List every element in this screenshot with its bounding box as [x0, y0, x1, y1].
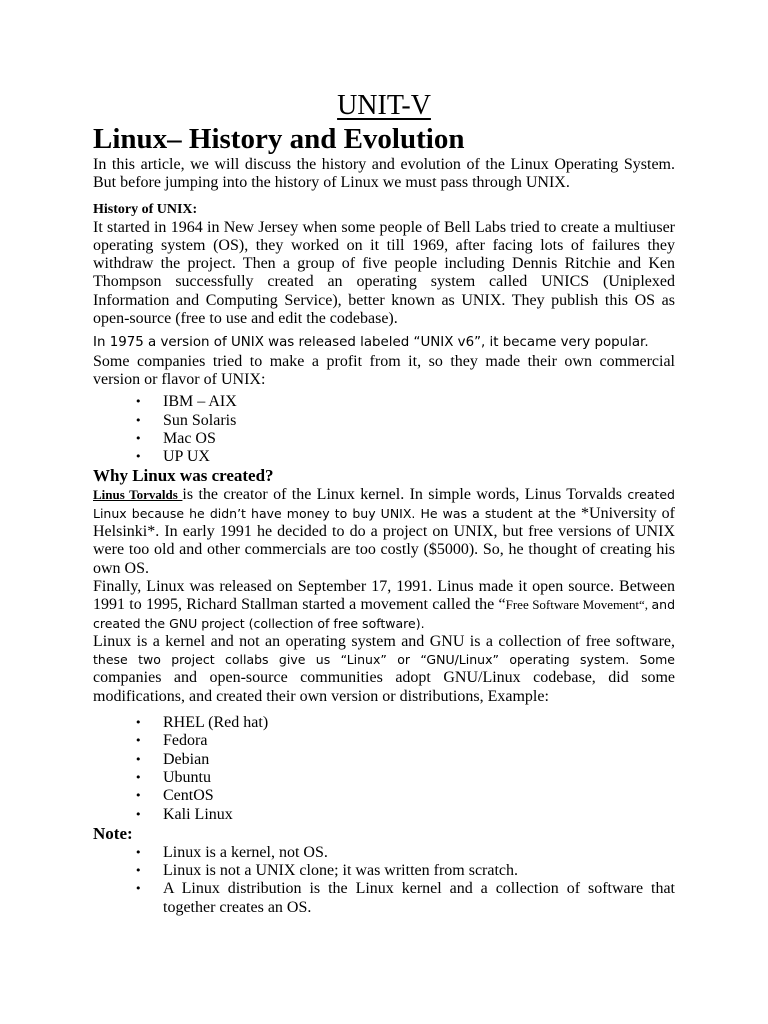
distributions-list — [93, 714, 675, 824]
list-item: • Linux is not a UNIX clone; it was written from scratch. — [135, 862, 675, 880]
gnu-text-1: Linux is a kernel and not an operating system and GNU is a collection of free software, — [93, 632, 675, 650]
linus-paragraph — [93, 486, 675, 577]
release-text-3: and created the GNU project (collection of free software). — [93, 597, 676, 631]
list-item: • Sun Solaris — [135, 412, 675, 430]
unix-flavors-list — [93, 393, 675, 466]
list-item: • Kali Linux — [135, 806, 675, 824]
unix-v6-sentence: In 1975 a version of UNIX was released labeled “UNIX v6”, it became very popular. — [93, 335, 649, 351]
list-item: • Ubuntu — [135, 769, 675, 787]
list-item: • RHEL (Red hat) — [135, 714, 675, 732]
release-text-1: Finally, Linux was released on September 17, 1991. Linus made it open source. Between 1991 to 1995, Richard Stallman started a movement called the “ — [93, 577, 675, 614]
free-software-movement: Free Software Movement“, — [505, 597, 652, 613]
intro-paragraph: In this article, we will discuss the history and evolution of the Linux Operating System. But before jumping into the history of Linux we must pass through UNIX. — [93, 156, 675, 192]
linus-text-3: *University of Helsinki*. In early 1991 he decided to do a project on UNIX, but free versions of UNIX were too old and other commercials are too costly ($5000). So, he thought of creating his own OS. — [93, 504, 675, 577]
gnu-text-3: companies and open-source communities adopt GNU/Linux codebase, did some modifications, and created their own version or distributions, Example: — [93, 669, 675, 705]
list-item: • CentOS — [135, 787, 675, 805]
note-list — [93, 844, 675, 917]
linus-text-1: is the creator of the Linux kernel. In simple words, Linus Torvalds — [182, 486, 623, 504]
list-item: • IBM – AIX — [135, 393, 675, 411]
unit-heading — [0, 90, 768, 122]
history-of-unix-heading: History of UNIX: — [93, 201, 198, 217]
document-body — [93, 122, 675, 917]
gnu-paragraph — [93, 633, 675, 706]
list-item: • Linux is a kernel, not OS. — [135, 844, 675, 862]
linus-text-2: created Linux because he didn’t have money to buy UNIX. He was a student at the — [93, 487, 675, 521]
page-title: Linux– History and Evolution — [93, 123, 465, 155]
unix-flavors-sentence: Some companies tried to make a profit from it, so they made their own commercial version or flavor of UNIX: — [93, 352, 675, 388]
note-heading: Note: — [93, 823, 133, 843]
list-item: • A Linux distribution is the Linux kernel and a collection of software that together creates an OS. — [135, 880, 675, 917]
why-linux-heading: Why Linux was created? — [93, 466, 274, 486]
unit-label: UNIT-V — [337, 90, 431, 121]
release-paragraph — [93, 578, 675, 633]
list-item: • UP UX — [135, 448, 675, 466]
gnu-text-2: these two project collabs give us “Linux” or “GNU/Linux” operating system. Some — [93, 652, 675, 668]
list-item: • Debian — [135, 751, 675, 769]
unix-history-paragraph: It started in 1964 in New Jersey when some people of Bell Labs tried to create a multiuser operating system (OS), they worked on it till 1969, after facing lots of failures they withdraw the project. Then a group of five people including Dennis Ritchie and Ken Thompson successfully created an operating system called UNICS (Uniplexed Information and Computing Service), better known as UNIX. They publish this OS as open-source (free to use and edit the codebase). — [93, 218, 675, 328]
list-item: • Mac OS — [135, 430, 675, 448]
list-item: • Fedora — [135, 732, 675, 750]
linus-torvalds-link[interactable]: Linus Torvalds — [93, 487, 183, 503]
